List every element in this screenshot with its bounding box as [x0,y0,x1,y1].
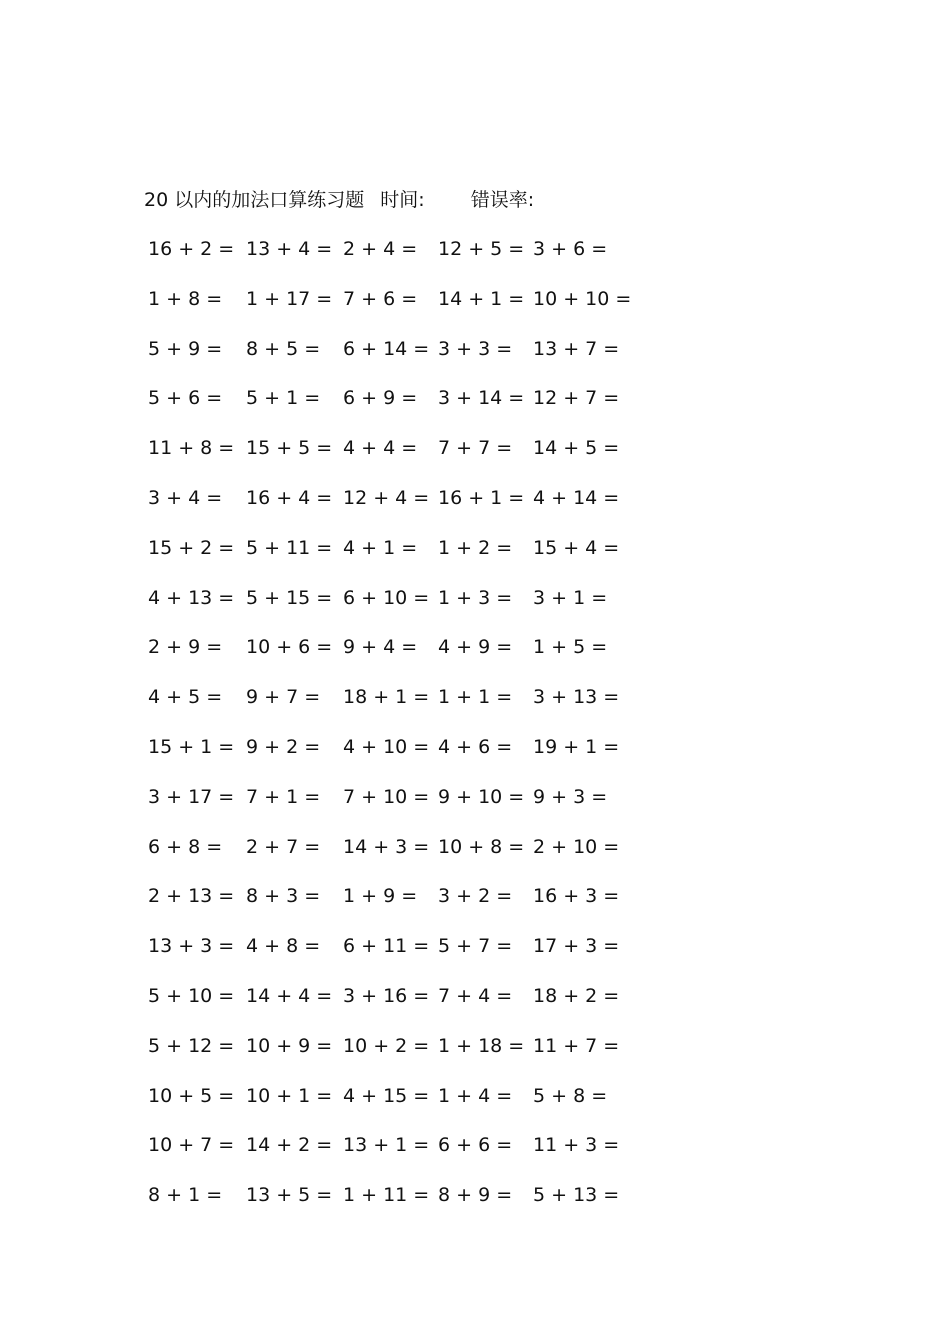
problem-row [143,832,643,882]
problem-item: 7 + 4 = [438,984,513,1007]
problem-item: 19 + 1 = [533,735,620,758]
problem-item: 8 + 5 = [246,337,321,360]
problem-item: 1 + 5 = [533,636,608,659]
problem-item: 3 + 4 = [148,486,223,509]
problem-item: 15 + 5 = [246,437,333,460]
problem-item: 10 + 10 = [533,287,632,310]
problem-row [143,1081,643,1131]
problem-item: 14 + 4 = [246,984,333,1007]
problem-item: 9 + 7 = [246,686,321,709]
problem-row [143,1031,643,1081]
problem-item: 7 + 1 = [246,785,321,808]
problem-item: 15 + 2 = [148,536,235,559]
problem-row [143,931,643,981]
problem-item: 5 + 8 = [533,1084,608,1107]
problem-row [143,383,643,433]
problem-item: 2 + 4 = [343,238,418,260]
problem-item: 2 + 10 = [533,835,620,858]
problem-item: 4 + 10 = [343,735,430,758]
problem-item: 5 + 10 = [148,984,235,1007]
problem-row [143,682,643,732]
problem-row [143,881,643,931]
problem-row [143,583,643,633]
problem-item: 8 + 9 = [438,1184,513,1207]
problem-item: 4 + 4 = [343,437,418,460]
problem-row [143,284,643,334]
problem-item: 15 + 1 = [148,735,235,758]
problem-item: 14 + 3 = [343,835,430,858]
problem-item: 9 + 4 = [343,636,418,659]
problem-item: 1 + 17 = [246,287,333,310]
problem-item: 10 + 5 = [148,1084,235,1107]
problem-item: 1 + 2 = [438,536,513,559]
problem-row [143,433,643,483]
problem-item: 7 + 7 = [438,437,513,460]
problem-item: 4 + 9 = [438,636,513,659]
problem-item: 16 + 2 = [148,238,235,260]
problem-item: 1 + 3 = [438,586,513,609]
problem-item: 12 + 7 = [533,387,620,410]
problem-item: 16 + 4 = [246,486,333,509]
problem-item: 1 + 8 = [148,287,223,310]
problem-item: 4 + 14 = [533,486,620,509]
problem-item: 1 + 4 = [438,1084,513,1107]
problem-item: 10 + 7 = [148,1134,235,1157]
problem-item: 1 + 18 = [438,1034,525,1057]
problem-item: 6 + 9 = [343,387,418,410]
problem-row [143,1180,643,1230]
problem-item: 5 + 9 = [148,337,223,360]
problem-item: 4 + 8 = [246,935,321,958]
problem-item: 13 + 7 = [533,337,620,360]
problem-item: 16 + 1 = [438,486,525,509]
problem-row [143,483,643,533]
problem-item: 5 + 12 = [148,1034,235,1057]
problem-item: 10 + 2 = [343,1034,430,1057]
problem-item: 6 + 8 = [148,835,223,858]
worksheet-header [144,186,534,214]
problem-row [143,632,643,682]
problem-item: 5 + 7 = [438,935,513,958]
problem-item: 1 + 1 = [438,686,513,709]
problem-item: 6 + 6 = [438,1134,513,1157]
problem-item: 2 + 9 = [148,636,223,659]
problem-row [143,533,643,583]
problem-item: 10 + 6 = [246,636,333,659]
worksheet-title: 20 以内的加法口算练习题 [144,189,365,211]
problem-item: 5 + 13 = [533,1184,620,1207]
problem-item: 7 + 10 = [343,785,430,808]
problem-item: 10 + 9 = [246,1034,333,1057]
problem-item: 3 + 16 = [343,984,430,1007]
problem-item: 4 + 13 = [148,586,235,609]
problem-item: 11 + 8 = [148,437,235,460]
problem-item: 11 + 7 = [533,1034,620,1057]
problem-item: 16 + 3 = [533,885,620,908]
problem-item: 2 + 7 = [246,835,321,858]
problem-item: 7 + 6 = [343,287,418,310]
problem-item: 5 + 11 = [246,536,333,559]
problem-row [143,234,643,284]
problem-item: 15 + 4 = [533,536,620,559]
problem-item: 4 + 15 = [343,1084,430,1107]
problem-item: 18 + 1 = [343,686,430,709]
problem-item: 14 + 2 = [246,1134,333,1157]
problem-row [143,981,643,1031]
problem-item: 8 + 3 = [246,885,321,908]
problem-item: 6 + 14 = [343,337,430,360]
problem-item: 12 + 4 = [343,486,430,509]
problem-item: 13 + 3 = [148,935,235,958]
problem-item: 5 + 1 = [246,387,321,410]
problem-item: 18 + 2 = [533,984,620,1007]
problem-row [143,1130,643,1180]
problem-item: 5 + 6 = [148,387,223,410]
error-rate-label: 错误率: [470,189,535,211]
problem-item: 1 + 9 = [343,885,418,908]
problem-item: 3 + 17 = [148,785,235,808]
problem-row [143,334,643,384]
problem-item: 6 + 11 = [343,935,430,958]
problem-item: 10 + 1 = [246,1084,333,1107]
problem-row [143,732,643,782]
problem-item: 3 + 2 = [438,885,513,908]
problem-item: 13 + 1 = [343,1134,430,1157]
problem-item: 9 + 2 = [246,735,321,758]
problem-item: 11 + 3 = [533,1134,620,1157]
problem-item: 4 + 1 = [343,536,418,559]
problem-item: 4 + 6 = [438,735,513,758]
problem-item: 8 + 1 = [148,1184,223,1207]
problem-item: 3 + 6 = [533,238,608,260]
problem-item: 9 + 3 = [533,785,608,808]
problem-item: 3 + 13 = [533,686,620,709]
time-label: 时间: [380,189,425,211]
problem-item: 14 + 1 = [438,287,525,310]
problem-item: 17 + 3 = [533,935,620,958]
problem-item: 6 + 10 = [343,586,430,609]
problem-item: 10 + 8 = [438,835,525,858]
problem-item: 2 + 13 = [148,885,235,908]
problem-grid [143,234,643,1230]
problem-item: 14 + 5 = [533,437,620,460]
problem-item: 3 + 3 = [438,337,513,360]
problem-item: 1 + 11 = [343,1184,430,1207]
problem-item: 5 + 15 = [246,586,333,609]
problem-item: 3 + 1 = [533,586,608,609]
problem-item: 13 + 5 = [246,1184,333,1207]
problem-item: 9 + 10 = [438,785,525,808]
problem-item: 13 + 4 = [246,238,333,260]
problem-row [143,782,643,832]
problem-item: 3 + 14 = [438,387,525,410]
problem-item: 4 + 5 = [148,686,223,709]
problem-item: 12 + 5 = [438,238,525,260]
